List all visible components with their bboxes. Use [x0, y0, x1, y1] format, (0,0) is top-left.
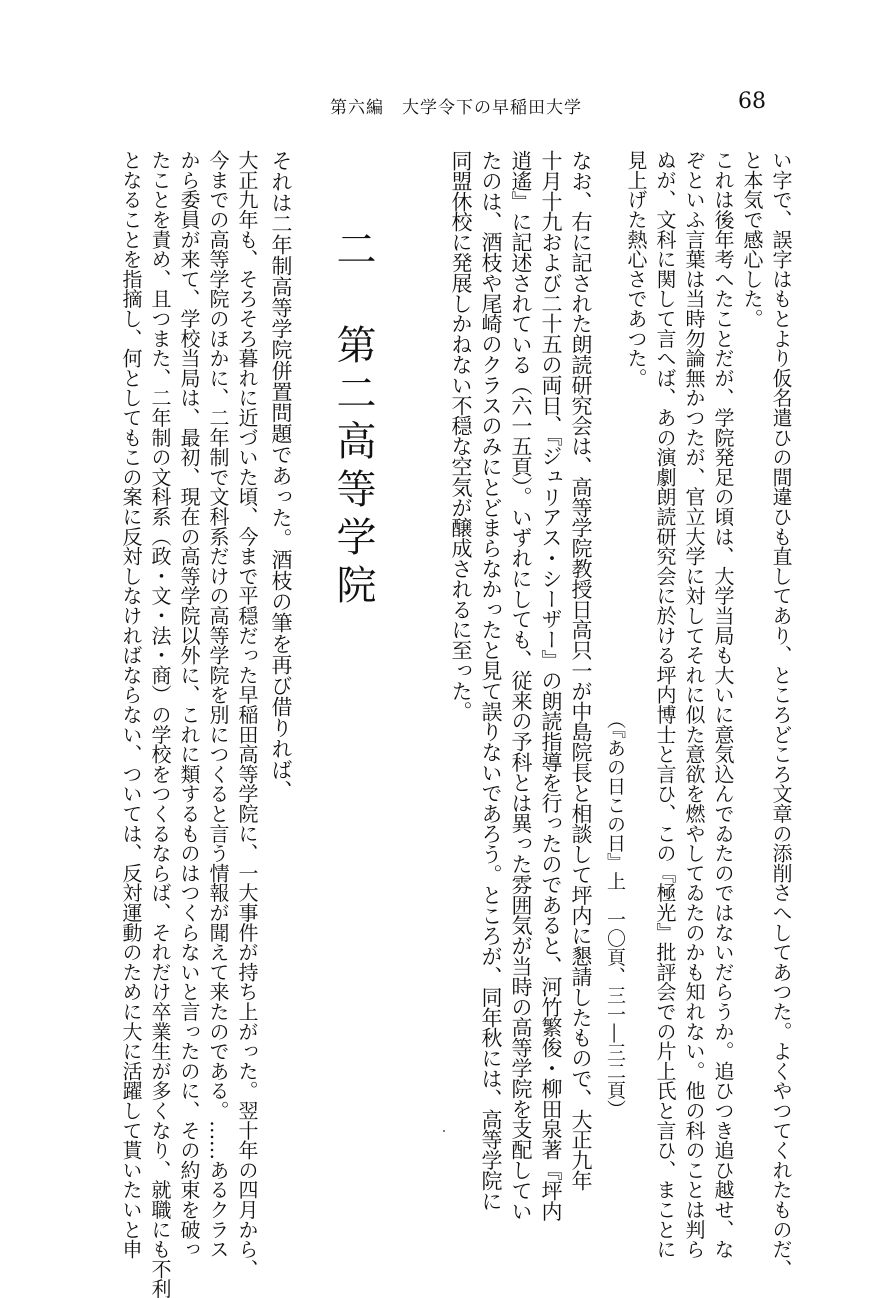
quote-line: ぞといふ言葉は当時勿論無かつたが、官立大学に対してそれに似た意欲を燃やしてゐたのかも知れない。他の科のことは判ら: [682, 150, 706, 1259]
running-header-title: 第六編 大学令下の早稲田大学: [330, 98, 582, 118]
quote-line: となることを指摘し、何としてもこの案に反対しなければならない、ついては、反対運動のために大に活躍して貰いたいと申: [119, 150, 143, 1259]
body-line: 十月十九および二十五の両日、『ジュリアス・シーザー』の朗読指導を行ったのであると、河竹繁俊・柳田泉著『坪内: [539, 150, 563, 1221]
body-line: 逍遙』に記述されている（六一五頁）。いずれにしても、従来の予科とは異った雰囲気が当時の高等学院を支配してい: [509, 150, 533, 1221]
quote-line: と本気で感心した。: [740, 150, 764, 329]
body-line: 同盟休校に発展しかねない不穏な空気が醸成されるに至った。: [449, 150, 473, 722]
body-line: たのは、酒枝や尾崎のクラスのみにとどまらなかったと見て誤りないであろう。ところが、同年秋には、高等学院に: [479, 150, 503, 1211]
quote-line: 大正九年も、そろそろ暮れに近づいた頃、今まで平穏だった早稲田高等学院に、一大事件が持ち上がった。翌十年の四月から、: [235, 150, 259, 1279]
section-heading: 二 第二高等学院: [330, 228, 376, 612]
quote-line: 見上げた熱心さであつた。: [624, 150, 648, 388]
quote-line: から委員が来て、学校当局は、最初、現在の高等学院以外に、これに類するものはつくらないと言ったのに、その約束を破っ: [177, 150, 201, 1259]
quote-line: い字で、誤字はもとより仮名遣ひの間違ひも直してあり、ところどころ文章の添削さへしてあつた。よくやつてくれたものだ、: [769, 150, 793, 1279]
quote-line: ぬが、文科に関して言へば、あの演劇朗読研究会に於ける坪内博士と言ひ、この『極光』批評会での片上氏と言ひ、まことに: [653, 150, 677, 1259]
page-number: 68: [738, 89, 766, 114]
scan-speck: [443, 1130, 445, 1132]
quote-citation: （『あの日この日』上 一〇頁、三一―三二頁）: [604, 710, 626, 1119]
quote-line: 今までの高等学院のほかに、二年制で文科系だけの高等学院を別につくると言う情報が聞えて来たのである。……あるクラス: [206, 150, 230, 1259]
quote-line: たことを責め、且つまた、二年制の文科系（政・文・法・商）の学校をつくるならば、それだけ卒業生が多くなり、就職にも不利: [148, 150, 172, 1298]
body-line: それは二年制高等学院併置問題であった。酒枝の筆を再び借りれば、: [269, 150, 293, 801]
quote-line: これは後年考へたことだが、学院発足の頃は、大学当局も大いに意気込んでゐたのではないだらうか。追ひつき追ひ越せ、な: [711, 150, 735, 1259]
body-line: なお、右に記された朗読研究会は、高等学院教授日高只一が中島院長と相談して坪内に懇請したもので、大正九年: [569, 150, 593, 1191]
